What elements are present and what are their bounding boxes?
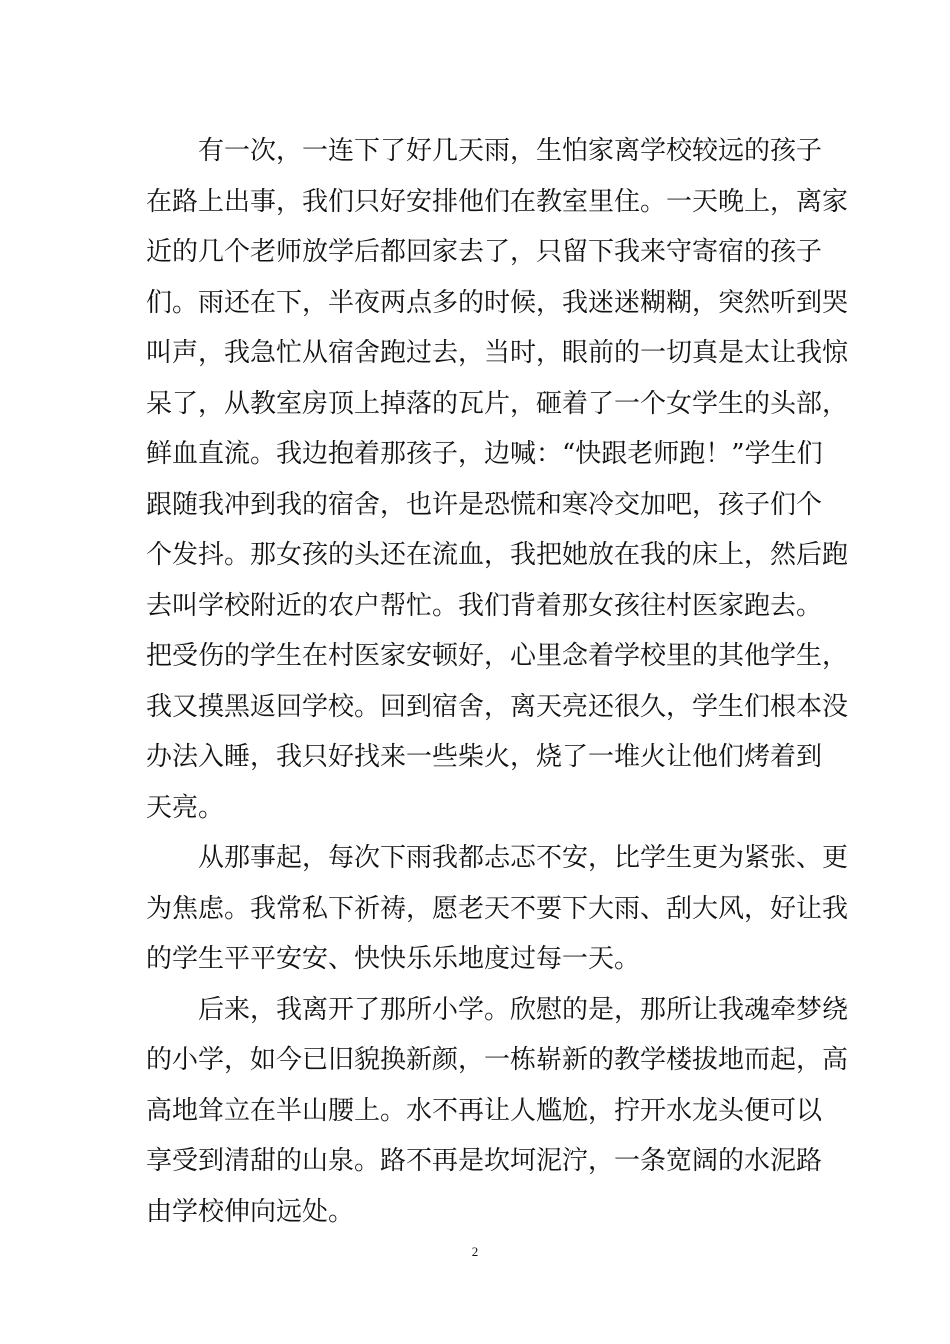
text-line: 鲜血直流。我边抱着那孩子，边喊：“快跟老师跑！”学生们 xyxy=(146,439,823,469)
text-line: 们。雨还在下，半夜两点多的时候，我迷迷糊糊，突然听到哭 xyxy=(146,287,849,318)
text-line: 天亮。 xyxy=(146,792,225,823)
text-line: 把受伤的学生在村医家安顿好，心里念着学校里的其他学生， xyxy=(146,641,849,671)
text-line: 为焦虑。我常私下祈祷，愿老天不要下大雨、刮大风，好让我 xyxy=(146,893,849,924)
text-line: 高地耸立在半山腰上。水不再让人尴尬，拧开水龙头便可以 xyxy=(146,1095,823,1126)
text-line: 在路上出事，我们只好安排他们在教室里住。一天晚上，离家 xyxy=(146,186,849,217)
text-line: 近的几个老师放学后都回家去了，只留下我来守寄宿的孩子 xyxy=(146,237,823,267)
text-line: 跟随我冲到我的宿舍，也许是恐慌和寒冷交加吧，孩子们个 xyxy=(146,489,823,520)
text-line: 去叫学校附近的农户帮忙。我们背着那女孩往村医家跑去。 xyxy=(146,590,823,621)
paragraph-3 xyxy=(146,985,849,1238)
text-line: 我又摸黑返回学校。回到宿舍，离天亮还很久，学生们根本没 xyxy=(146,691,849,722)
text-line: 有一次，一连下了好几天雨，生怕家离学校较远的孩子 xyxy=(198,136,823,166)
paragraph-1 xyxy=(146,126,849,833)
text-line: 由学校伸向远处。 xyxy=(146,1196,355,1227)
text-line: 享受到清甜的山泉。路不再是坎坷泥泞，一条宽阔的水泥路 xyxy=(146,1146,823,1176)
text-line: 的小学，如今已旧貌换新颜，一栋崭新的教学楼拔地而起，高 xyxy=(146,1045,849,1075)
text-line: 叫声，我急忙从宿舍跑过去，当时，眼前的一切真是太让我惊 xyxy=(146,338,849,368)
document-body xyxy=(146,126,849,1237)
text-line: 的学生平平安安、快快乐乐地度过每一天。 xyxy=(146,944,641,974)
text-line: 后来，我离开了那所小学。欣慰的是，那所让我魂牵梦绕 xyxy=(198,994,849,1025)
text-line: 呆了，从教室房顶上掉落的瓦片，砸着了一个女学生的头部， xyxy=(146,388,849,419)
text-line: 从那事起，每次下雨我都忐忑不安，比学生更为紧张、更 xyxy=(198,843,849,873)
paragraph-2 xyxy=(146,833,849,985)
text-line: 办法入睡，我只好找来一些柴火，烧了一堆火让他们烤着到 xyxy=(146,742,823,772)
page-number: 2 xyxy=(471,1244,479,1259)
text-line: 个发抖。那女孩的头还在流血，我把她放在我的床上，然后跑 xyxy=(146,540,849,570)
